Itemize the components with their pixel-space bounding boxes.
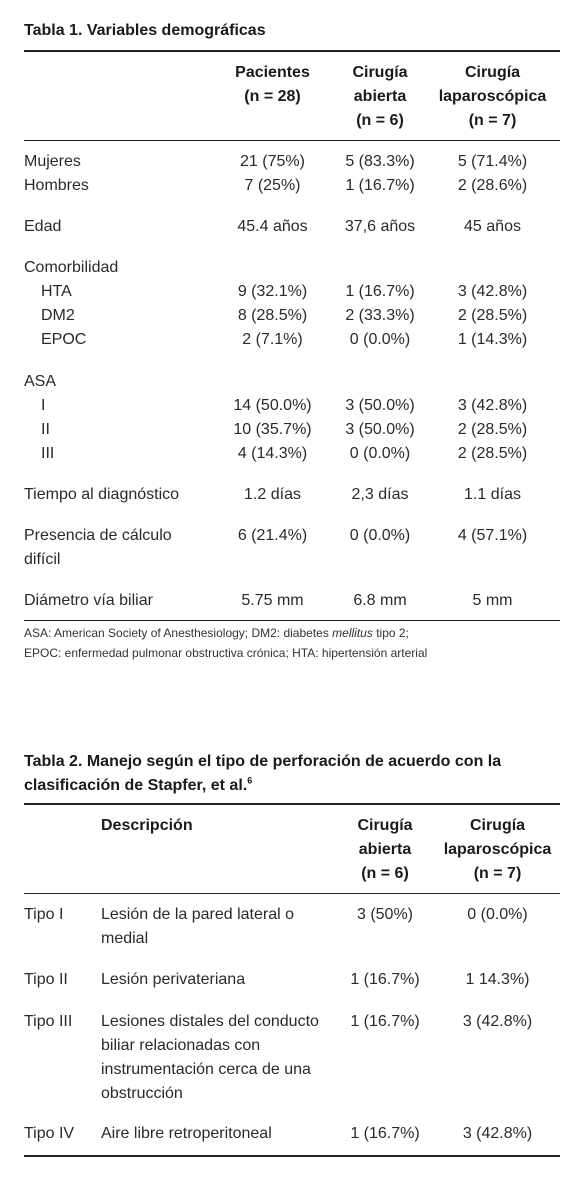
row-asa1-pacientes: 14 (50.0%) [233,397,312,414]
t2-row1-abierta: 3 (50%) [356,906,414,923]
row-tiempo-pacientes: 1.2 días [244,486,301,503]
row-diametro-lap: 5 mm [472,592,513,609]
t2-header-abierta-line3: (n = 6) [361,865,409,882]
t2-row2-lap: 1 14.3%) [465,971,530,988]
t2-header-abierta-line1: Cirugía [357,817,413,834]
header-lap-line2: laparoscópica [438,88,547,105]
t2-row3-lap: 3 (42.8%) [462,1013,533,1030]
row-calculo-pacientes: 6 (21.4%) [237,527,308,544]
t2-row1-lap: 0 (0.0%) [467,906,528,923]
header-cirugia-laparoscopica [430,61,555,133]
table2-title-sup: 6 [247,775,253,786]
t2-row4-abierta: 1 (16.7%) [350,1125,420,1142]
row-calculo-abierta: 0 (0.0%) [349,527,411,544]
t2-row4-lap: 3 (42.8%) [462,1125,533,1142]
header-abierta-line1: Cirugía [352,64,408,81]
row-calculo-label-line2: difícil [24,551,61,568]
table2-title-text: Tabla 2. Manejo según el tipo de perforación de acuerdo con la clasificación de Stapfer, et al. [24,753,502,794]
header-pacientes [215,61,330,109]
row-hombres-lap: 2 (28.6%) [457,177,528,194]
table1-header-rule [24,140,560,141]
row-asa3-lap: 2 (28.5%) [457,445,528,462]
t2-header-lap-line2: laparoscópica [443,841,552,858]
row-hta-abierta: 1 (16.7%) [345,283,415,300]
header-lap-line3: (n = 7) [468,112,517,129]
row-hombres-label: Hombres [24,177,89,194]
t2-row1-desc: Lesión de la pared lateral o medial [101,906,295,947]
row-diametro-pacientes: 5.75 mm [241,592,304,609]
header-abierta-line2: abierta [353,88,407,105]
row-epoc-lap: 1 (14.3%) [457,331,528,348]
row-tiempo-label: Tiempo al diagnóstico [24,486,180,503]
t2-row3-desc: Lesiones distales del conducto biliar relacionadas con instrumentación cerca de una obstrucción [101,1013,319,1102]
t2-row3-tipo: Tipo III [24,1013,73,1030]
row-dm2-pacientes: 8 (28.5%) [237,307,308,324]
footnote-italic: mellitus [332,626,373,640]
row-mujeres-label: Mujeres [24,153,81,170]
footnote-text-a: ASA: American Society of Anesthesiology; DM2: diabetes [24,626,333,640]
row-asa-label: ASA [24,373,57,390]
row-asa1-lap: 3 (42.8%) [457,397,528,414]
row-mujeres-abierta: 5 (83.3%) [345,153,415,170]
row-asa1-abierta: 3 (50.0%) [345,397,415,414]
t2-row2-tipo: Tipo II [24,971,68,988]
header-descripcion: Descripción [101,817,193,834]
row-mujeres-pacientes: 21 (75%) [240,153,305,170]
table2-bottom-rule [24,1155,560,1157]
row-calculo-lap: 4 (57.1%) [457,527,528,544]
t2-row1-tipo: Tipo I [24,906,64,923]
header-cirugia-abierta [330,61,430,133]
row-asa2-pacientes: 10 (35.7%) [233,421,312,438]
row-hta-label: HTA [41,283,72,300]
row-diametro-abierta: 6.8 mm [353,592,407,609]
t2-row2-desc: Lesión perivateriana [101,971,246,988]
footnote-text-b: tipo 2; [372,626,409,640]
row-edad-lap: 45 años [464,218,521,235]
row-hombres-abierta: 1 (16.7%) [345,177,415,194]
row-asa1-label: I [41,397,46,414]
row-asa3-abierta: 0 (0.0%) [349,445,411,462]
row-asa2-lap: 2 (28.5%) [457,421,528,438]
t2-row4-tipo: Tipo IV [24,1125,75,1142]
row-dm2-abierta: 2 (33.3%) [345,307,415,324]
row-dm2-label: DM2 [41,307,75,324]
row-edad-abierta: 37,6 años [344,218,416,235]
row-hombres-pacientes: 7 (25%) [244,177,301,194]
table1-title: Tabla 1. Variables demográficas [24,22,266,39]
header-pacientes-line1: Pacientes [235,64,310,81]
t2-header-lap-line3: (n = 7) [473,865,522,882]
table2-title [24,750,564,798]
row-asa3-label: III [41,445,55,462]
row-asa3-pacientes: 4 (14.3%) [237,445,308,462]
row-mujeres-lap: 5 (71.4%) [457,153,528,170]
header-pacientes-line2: (n = 28) [244,88,301,105]
table1-top-rule [24,50,560,52]
t2-row4-desc: Aire libre retroperitoneal [101,1125,272,1142]
t2-row3-abierta: 1 (16.7%) [350,1013,420,1030]
row-hta-pacientes: 9 (32.1%) [237,283,308,300]
row-hta-lap: 3 (42.8%) [457,283,528,300]
header-abierta-line3: (n = 6) [356,112,404,129]
row-epoc-abierta: 0 (0.0%) [349,331,411,348]
row-tiempo-abierta: 2,3 días [351,486,409,503]
t2-header-lap-line1: Cirugía [469,817,526,834]
t2-row2-abierta: 1 (16.7%) [350,971,420,988]
row-dm2-lap: 2 (28.5%) [457,307,528,324]
row-diametro-label: Diámetro vía biliar [24,592,153,609]
row-epoc-pacientes: 2 (7.1%) [242,331,303,348]
table1-footnote-line1 [24,623,409,643]
table2-header-rule [24,893,560,894]
header-lap-line1: Cirugía [464,64,521,81]
t2-header-abierta [335,814,435,886]
table2-top-rule [24,803,560,805]
row-tiempo-lap: 1.1 días [464,486,521,503]
table1-bottom-rule [24,620,560,621]
table1-footnote-line2: EPOC: enfermedad pulmonar obstructiva crónica; HTA: hipertensión arterial [24,646,428,660]
t2-header-laparoscopica [435,814,560,886]
row-asa2-label: II [41,421,50,438]
row-asa2-abierta: 3 (50.0%) [345,421,415,438]
row-edad-label: Edad [24,218,62,235]
t2-header-abierta-line2: abierta [358,841,412,858]
row-edad-pacientes: 45.4 años [237,218,308,235]
row-calculo-label-line1: Presencia de cálculo [24,527,172,544]
row-comorbilidad-label: Comorbilidad [24,259,119,276]
row-epoc-label: EPOC [41,331,87,348]
